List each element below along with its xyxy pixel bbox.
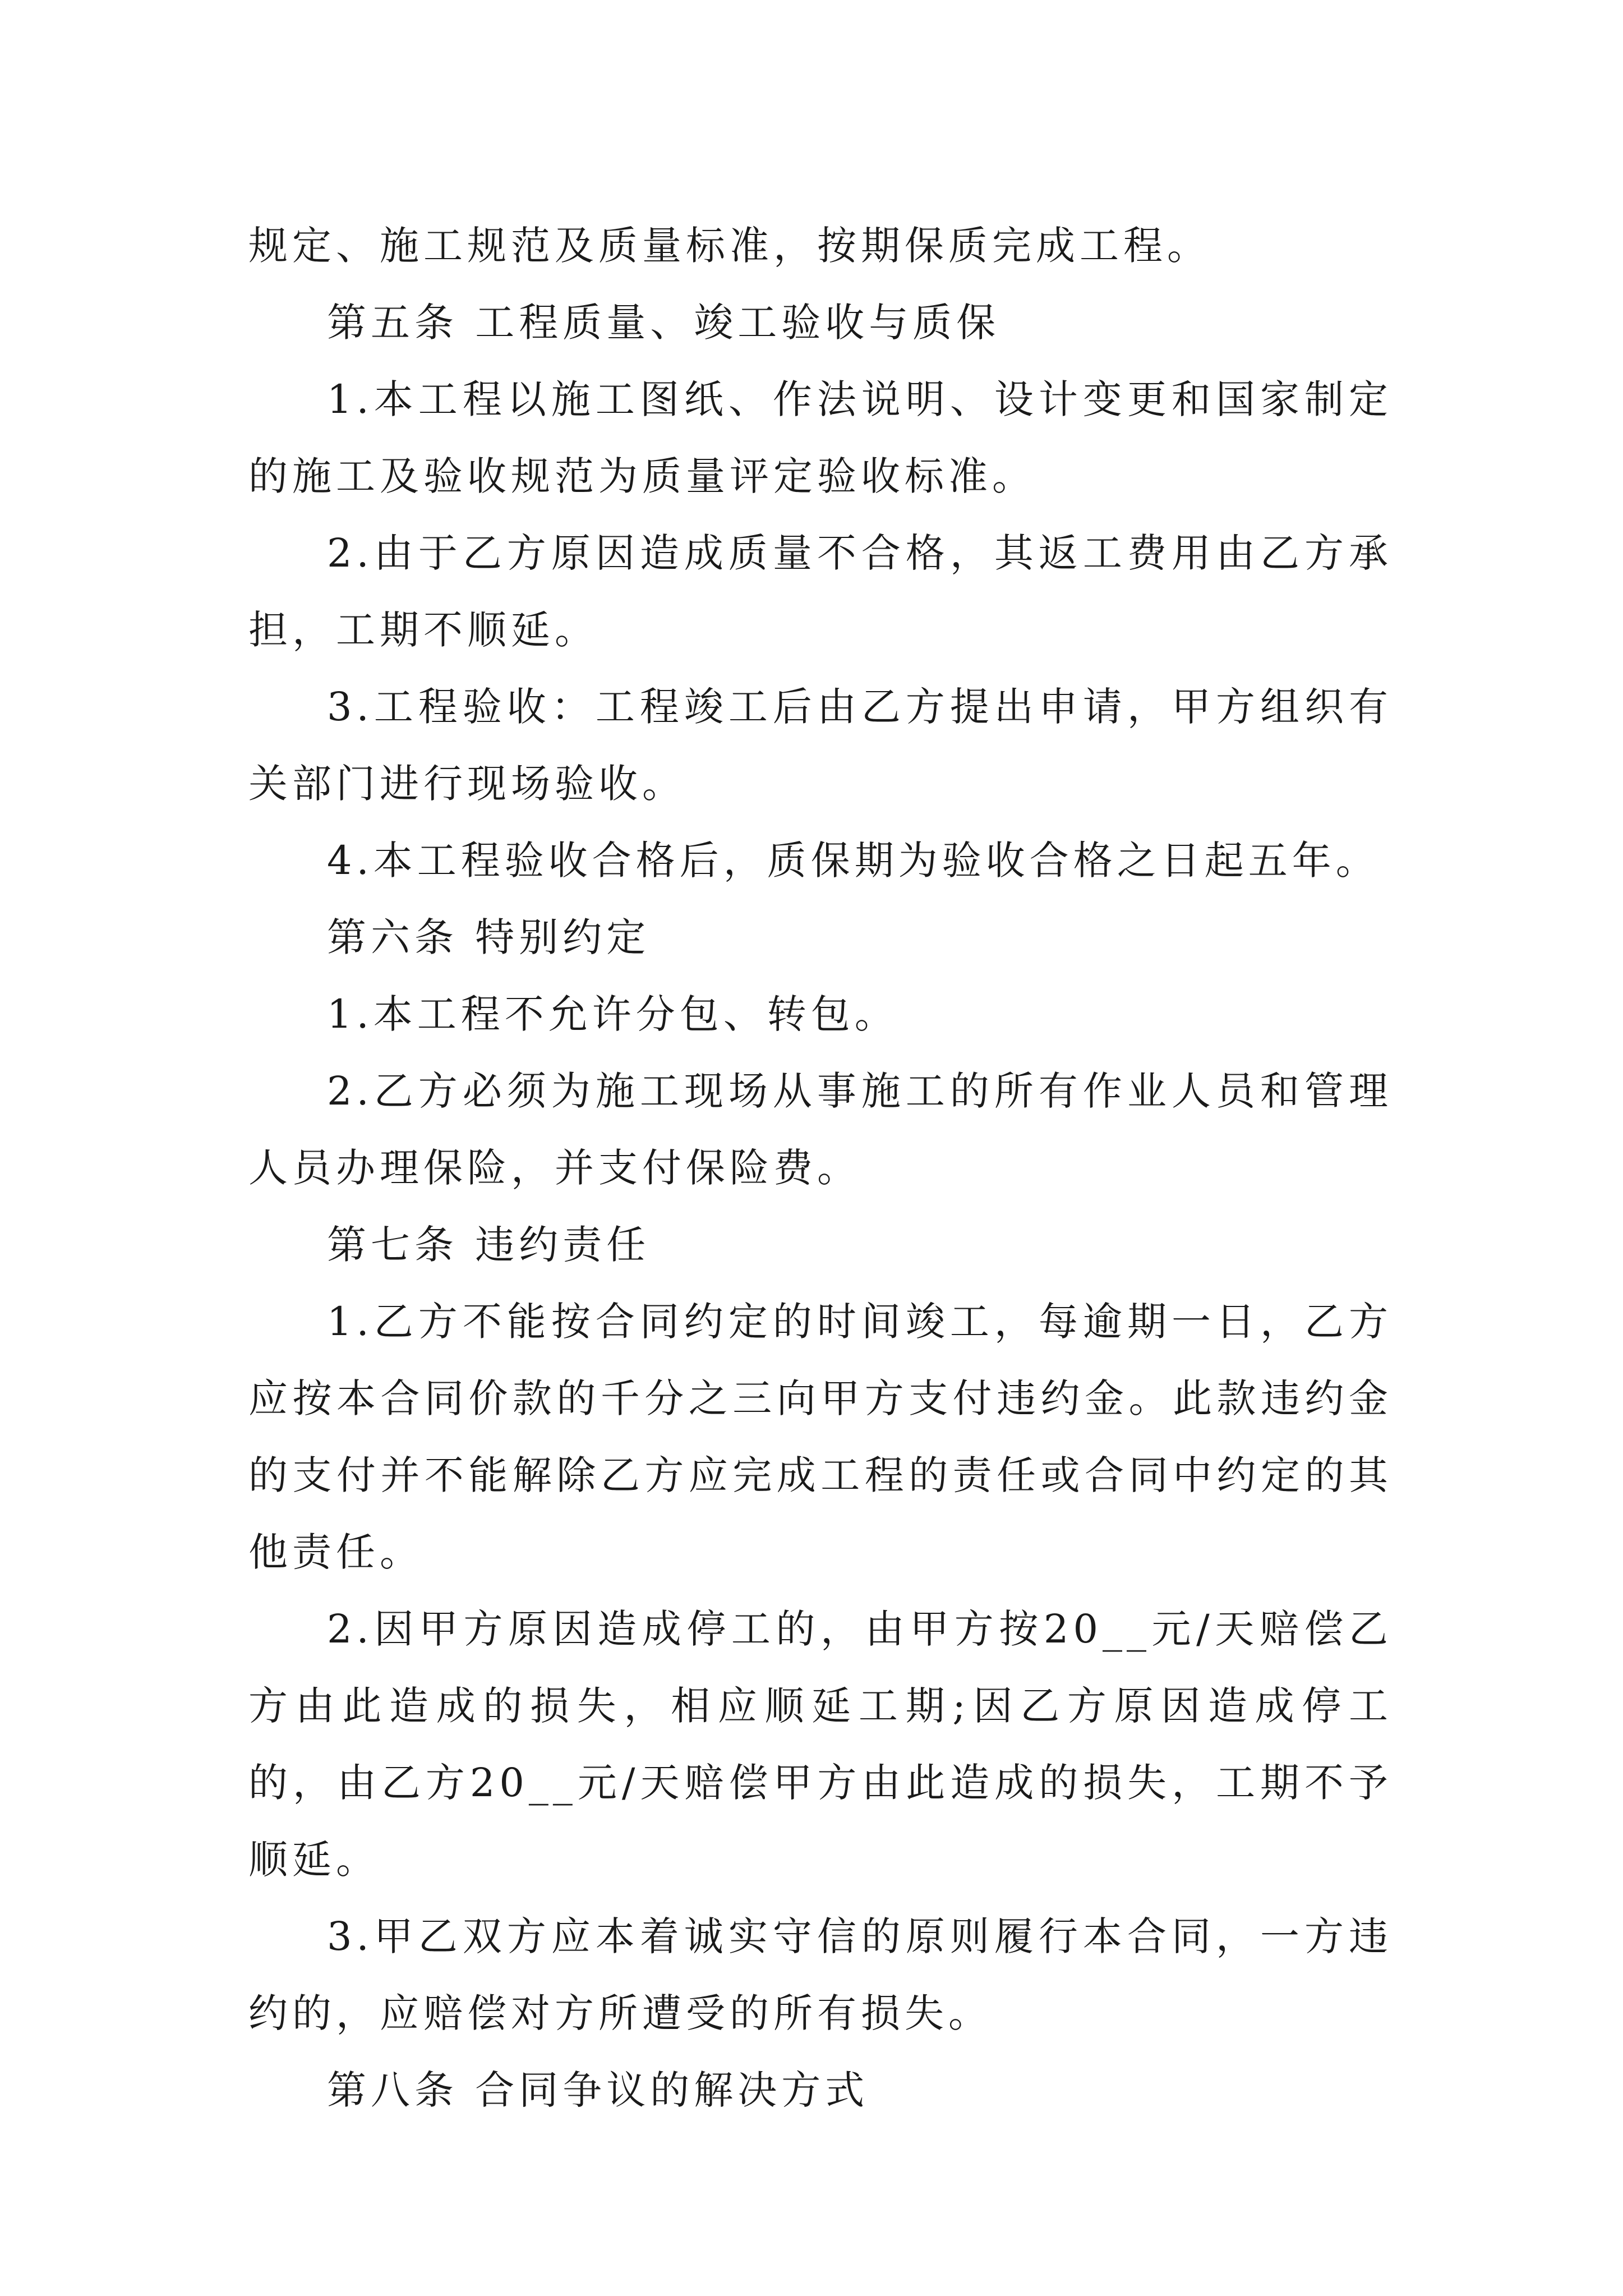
- document-body: [248, 208, 1393, 2129]
- paragraph-6-2: 2.乙方必须为施工现场从事施工的所有作业人员和管理人员办理保险，并支付保险费。: [248, 1068, 1393, 1191]
- paragraph-5-1: 1.本工程以施工图纸、作法说明、设计变更和国家制定的施工及验收规范为质量评定验收标准。: [248, 376, 1393, 499]
- paragraph-5-3: 3.工程验收：工程竣工后由乙方提出申请，甲方组织有关部门进行现场验收。: [248, 684, 1393, 807]
- section-heading-8: 第八条 合同争议的解决方式: [327, 2067, 869, 2113]
- paragraph-5-2: 2.由于乙方原因造成质量不合格，其返工费用由乙方承担，工期不顺延。: [248, 530, 1393, 653]
- paragraph-7-2: 2.因甲方原因造成停工的，由甲方按20__元/天赔偿乙方由此造成的损失，相应顺延工期;因乙方原因造成停工的，由乙方20__元/天赔偿甲方由此造成的损失，工期不予顺延。: [248, 1606, 1393, 1883]
- section-heading-6: 第六条 特别约定: [327, 914, 651, 960]
- paragraph-7-3: 3.甲乙双方应本着诚实守信的原则履行本合同，一方违约的，应赔偿对方所遭受的所有损失。: [248, 1913, 1393, 2036]
- paragraph-continuation: 规定、施工规范及质量标准，按期保质完成工程。: [248, 223, 1211, 269]
- paragraph-5-4: 4.本工程验收合格后，质保期为验收合格之日起五年。: [327, 838, 1380, 884]
- paragraph-6-1: 1.本工程不允许分包、转包。: [327, 991, 898, 1037]
- section-heading-7: 第七条 违约责任: [327, 1222, 651, 1268]
- paragraph-7-1: 1.乙方不能按合同约定的时间竣工，每逾期一日，乙方应按本合同价款的千分之三向甲方支付违约金。此款违约金的支付并不能解除乙方应完成工程的责任或合同中约定的其他责任。: [248, 1299, 1393, 1575]
- section-heading-5: 第五条 工程质量、竣工验收与质保: [327, 300, 1000, 346]
